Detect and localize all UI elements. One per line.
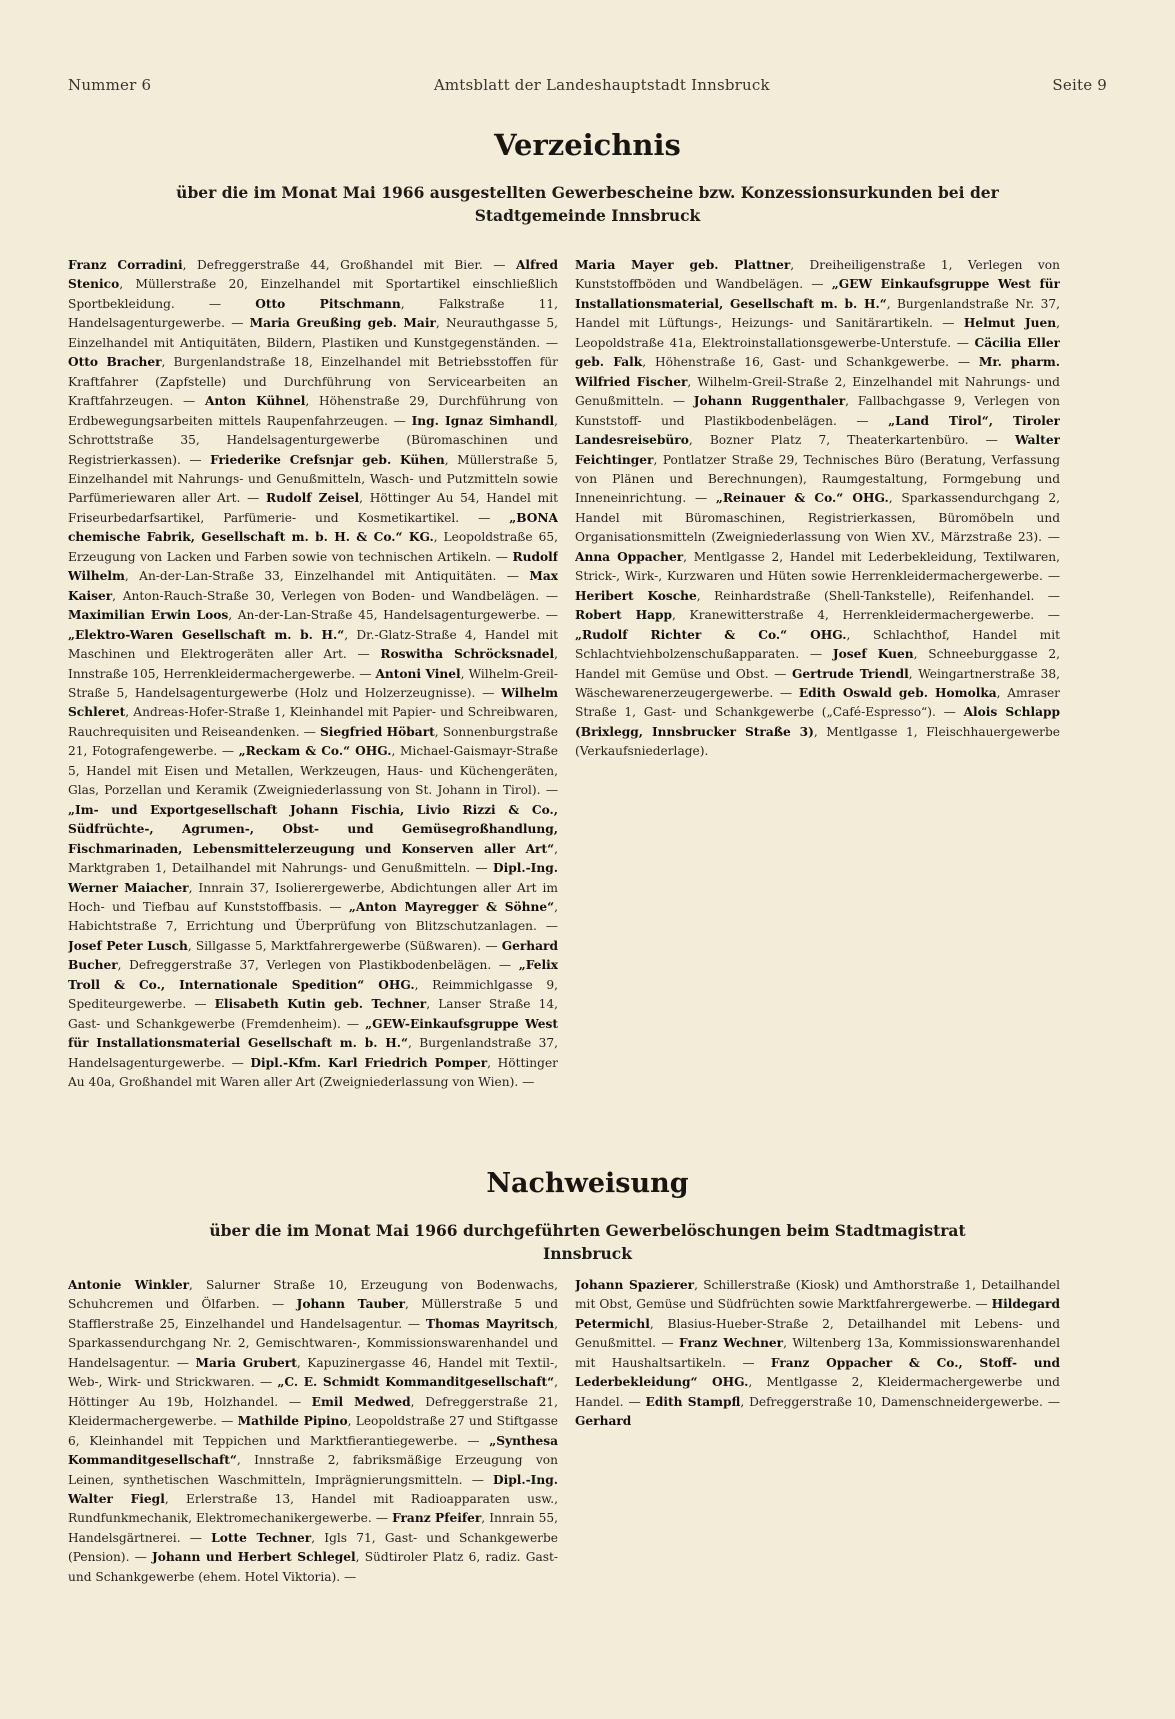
publication-title: Amtsblatt der Landeshauptstadt Innsbruck bbox=[433, 76, 770, 94]
entry-name: Johann Spazierer bbox=[575, 1278, 695, 1292]
entry: Otto Pitschmann, Falkstraße 11, Handelsagenturgewerbe. — bbox=[68, 296, 558, 331]
entry-name: Rudolf Zeisel bbox=[265, 491, 360, 506]
entry-text: , Müllerstraße 20, Einzelhandel mit Sportartikel einschließlich Sportbekleidung. bbox=[68, 277, 558, 311]
entry: Josef Kuen, Schneeburggasse 2, Handel mit Gemüse und Obst. — bbox=[575, 647, 1060, 681]
entry-name: Lotte Techner bbox=[211, 1530, 312, 1545]
entry-text: , Anton-Rauch-Straße 30, Verlegen von Boden- und Wandbelägen. bbox=[112, 588, 540, 603]
entry-name: Wilhelm Schleret bbox=[68, 685, 558, 720]
entry-text: , Igls 71, Gast- und Schankgewerbe (Pension). bbox=[68, 1530, 558, 1565]
entry-text: , Sillgasse 5, Marktfahrergewerbe (Süßwaren). bbox=[187, 938, 482, 953]
entry: Mr. pharm. Wilfried Fischer, Wilhelm-Greil-Straße 2, Einzelhandel mit Nahrungs- und Genußmitteln. — bbox=[575, 355, 1060, 409]
entry-text: , Innrain 37, Isolierergewerbe, Abdichtungen aller Art im Hoch- und Tiefbau auf Kunststoffbasis. bbox=[68, 880, 558, 914]
entry-text: , Sonnenburgstraße 21, Fotografengewerbe. bbox=[68, 724, 558, 759]
entry-text: , An-der-Lan-Straße 45, Handelsagenturgewerbe. bbox=[228, 608, 541, 623]
entry-name: „Anton Mayregger & Söhne“ bbox=[348, 899, 555, 914]
entry: „Reinauer & Co.“ OHG., Sparkassendurchgang 2, Handel mit Büromaschinen, Registrierkassen, Büromöbeln und Organisationsmitteln (Zweigniederlassung von Wien XV., Märzstraße 23). — bbox=[575, 491, 1060, 545]
section2-subtitle: über die im Monat Mai 1966 durchgeführten Gewerbelöschungen beim Stadtmagistrat Innsbruck bbox=[209, 1221, 966, 1263]
entry: Wilhelm Schleret, Andreas-Hofer-Straße 1, Kleinhandel mit Papier- und Schreibwaren, Rauchrequisiten und Reiseandenken. — bbox=[68, 685, 558, 739]
entry-name: Franz Corradini bbox=[68, 258, 183, 272]
entry-text: , Reinhardstraße (Shell-Tankstelle), Reifenhandel. bbox=[696, 588, 1035, 603]
entry-text: , Höttinger Au 19b, Holzhandel. bbox=[68, 1375, 558, 1409]
entry-name: „Felix Troll & Co., Internationale Spedition“ OHG. bbox=[68, 958, 558, 992]
section1-column-left bbox=[68, 256, 558, 1111]
entry-text: , Dr.-Glatz-Straße 4, Handel mit Maschinen und Elektrogeräten aller Art. bbox=[68, 627, 558, 662]
entry-name: „Synthesa Kommanditgesellschaft“ bbox=[68, 1433, 558, 1468]
entry: Rudolf Wilhelm, An-der-Lan-Straße 33, Einzelhandel mit Antiquitäten. — bbox=[68, 549, 558, 584]
entry: Antoni Vinel, Wilhelm-Greil-Straße 5, Handelsagenturgewerbe (Holz und Holzerzeugnisse). — bbox=[68, 666, 558, 700]
entry-text: , Kranewitterstraße 4, Herrenkleidermachergewerbe. bbox=[672, 608, 1035, 623]
entry: Maria Grubert, Kapuzinergasse 46, Handel mit Textil-, Web-, Wirk- und Strickwaren. — bbox=[68, 1355, 558, 1390]
entry: Lotte Techner, Igls 71, Gast- und Schankgewerbe (Pension). — bbox=[68, 1530, 558, 1565]
entry-name: Emil Medwed bbox=[311, 1394, 411, 1409]
entry-name: Heribert Kosche bbox=[575, 588, 697, 603]
entry-name: Gerhard Bucher bbox=[68, 938, 558, 973]
entry-text: , Schlachthof, Handel mit Schlachtviehbolzenschußapparaten. bbox=[575, 627, 1060, 662]
entry-name: Mr. pharm. Wilfried Fischer bbox=[575, 355, 1060, 389]
entry-text: , Höttinger Au 40a, Großhandel mit Waren aller Art (Zweigniederlassung von Wien). bbox=[68, 1055, 558, 1090]
entry: „Synthesa Kommanditgesellschaft“, Innstraße 2, fabriksmäßige Erzeugung von Leinen, synthetischen Waschmitteln, Imprägnierungsmitteln. — bbox=[68, 1433, 558, 1487]
entry: Heribert Kosche, Reinhardstraße (Shell-Tankstelle), Reifenhandel. — bbox=[575, 588, 1060, 603]
entry-text: , Burgenlandstraße 18, Einzelhandel mit Betriebsstoffen für Kraftfahrer (Zapfstelle) und Durchführung von Servicearbeiten an Kraftfahrzeugen. bbox=[68, 355, 558, 409]
issue-number: Nummer 6 bbox=[68, 76, 152, 94]
entry-name: Maria Mayer geb. Plattner bbox=[575, 258, 791, 272]
section2-title: Nachweisung bbox=[486, 1168, 689, 1199]
entry: „GEW-Einkaufsgruppe West für Installationsmaterial Gesellschaft m. b. H.“, Burgenlandstraße 37, Handelsagenturgewerbe. — bbox=[68, 1016, 558, 1070]
entry-name: Rudolf Wilhelm bbox=[68, 549, 558, 584]
section1-column-right bbox=[575, 256, 1060, 1111]
entry: Josef Peter Lusch, Sillgasse 5, Marktfahrergewerbe (Süßwaren). — bbox=[68, 938, 502, 953]
entry: Franz Pfeifer, Innrain 55, Handelsgärtnerei. — bbox=[68, 1511, 558, 1545]
entry-name: „GEW-Einkaufsgruppe West für Installationsmaterial Gesellschaft m. b. H.“ bbox=[68, 1016, 558, 1051]
entry: Maria Greußing geb. Mair, Neurauthgasse 5, Einzelhandel mit Antiquitäten, Bildern, Plastiken und Kunstgegenständen. — bbox=[68, 316, 558, 350]
entry-text: , Burgenlandstraße 37, Handelsagenturgewerbe. bbox=[68, 1036, 558, 1070]
entry-name: Elisabeth Kutin geb. Techner bbox=[214, 997, 427, 1012]
entry-name: Johann Ruggenthaler bbox=[693, 394, 846, 409]
entry-text: , Höhenstraße 29, Durchführung von Erdbewegungsarbeiten mittels Raupenfahrzeugen. bbox=[68, 394, 558, 428]
entry-text: , Andreas-Hofer-Straße 1, Kleinhandel mit Papier- und Schreibwaren, Rauchrequisiten und Reiseandenken. bbox=[68, 705, 558, 739]
entry-text: , Innstraße 105, Herrenkleidermachergewerbe. bbox=[68, 647, 558, 681]
entry: Antonie Winkler, Salurner Straße 10, Erzeugung von Bodenwachs, Schuhcremen und Ölfarben. — bbox=[68, 1278, 558, 1312]
entry-text: , Südtiroler Platz 6, radiz. Gast- und Schankgewerbe (ehem. Hotel Viktoria). bbox=[68, 1550, 558, 1584]
entry: Dipl.-Kfm. Karl Friedrich Pomper, Höttinger Au 40a, Großhandel mit Waren aller Art (Zweigniederlassung von Wien). — bbox=[68, 1055, 558, 1090]
entry: Maximilian Erwin Loos, An-der-Lan-Straße 45, Handelsagenturgewerbe. — bbox=[68, 608, 558, 623]
section1-title: Verzeichnis bbox=[494, 128, 681, 162]
entry-text: , Schillerstraße (Kiosk) und Amthorstraße 1, Detailhandel mit Obst, Gemüse und Südfrüchten sowie Marktfahrergewerbe. bbox=[575, 1278, 1060, 1312]
entry-name: „Im- und Exportgesellschaft Johann Fischia, Livio Rizzi & Co., Südfrüchte-, Agrumen-, Obst- und Gemüsegroßhandlung, Fischmarinaden, Lebensmittelerzeugung und Konserven aller Art“ bbox=[68, 802, 558, 856]
entry: Gertrude Triendl, Weingartnerstraße 38, Wäschewarenerzeugergewerbe. — bbox=[575, 666, 1060, 700]
entry-name: Roswitha Schröcksnadel bbox=[380, 647, 555, 662]
entry-name: Josef Kuen bbox=[832, 647, 914, 662]
entry-text: , Schneeburggasse 2, Handel mit Gemüse und Obst. bbox=[575, 647, 1060, 681]
entry-name: Thomas Mayritsch bbox=[425, 1316, 555, 1331]
entry-text: , Defreggerstraße 10, Damenschneidergewerbe. bbox=[740, 1394, 1043, 1409]
entry: Helmut Juen, Leopoldstraße 41a, Elektroinstallationsgewerbe-Unterstufe. — bbox=[575, 316, 1060, 350]
entry-text: , Mentlgasse 2, Handel mit Lederbekleidung, Textilwaren, Strick-, Wirk-, Kurzwaren und Hüten sowie Herrenkleidermachergewerbe. bbox=[575, 549, 1060, 584]
entry-name: Johann und Herbert Schlegel bbox=[152, 1550, 356, 1565]
entry-name: Otto Bracher bbox=[68, 355, 162, 370]
entry-name: Edith Oswald geb. Homolka bbox=[798, 685, 997, 700]
entry-text: , Erlerstraße 13, Handel mit Radioapparaten usw., Rundfunkmechanik, Elektromechanikergewerbe. bbox=[68, 1491, 558, 1526]
entry: Edith Stampfl, Defreggerstraße 10, Damenschneidergewerbe. — bbox=[645, 1394, 1060, 1409]
entry: Max Kaiser, Anton-Rauch-Straße 30, Verlegen von Boden- und Wandbelägen. — bbox=[68, 569, 558, 603]
section1-subtitle: über die im Monat Mai 1966 ausgestellten Gewerbescheine bzw. Konzessionsurkunden bei der Stadtgemeinde Innsbruck bbox=[176, 183, 999, 225]
entry-text: , Burgenlandstraße Nr. 37, Handel mit Lüftungs-, Heizungs- und Sanitärartikeln. bbox=[575, 296, 1060, 331]
entry: Emil Medwed, Defreggerstraße 21, Kleidermachergewerbe. — bbox=[68, 1394, 558, 1429]
entry: „C. E. Schmidt Kommanditgesellschaft“, Höttinger Au 19b, Holzhandel. — bbox=[68, 1375, 558, 1409]
entry-name: Hildegard Petermichl bbox=[575, 1297, 1060, 1331]
entry-text: , Leopoldstraße 41a, Elektroinstallationsgewerbe-Unterstufe. bbox=[575, 316, 1060, 350]
entry-name: Maria Greußing geb. Mair bbox=[249, 316, 436, 331]
entry: Otto Bracher, Burgenlandstraße 18, Einzelhandel mit Betriebsstoffen für Kraftfahrer (Zapfstelle) und Durchführung von Servicearbeiten an Kraftfahrzeugen. — bbox=[68, 355, 558, 409]
entry: Alfred Stenico, Müllerstraße 20, Einzelhandel mit Sportartikel einschließlich Sportbekleidung. — bbox=[68, 258, 558, 311]
entry-name: „Land Tirol“, Tiroler Landesreisebüro bbox=[575, 413, 1060, 448]
entry-name: „GEW Einkaufsgruppe West für Installationsmaterial, Gesellschaft m. b. H.“ bbox=[575, 277, 1060, 311]
entry-text: , Defreggerstraße 44, Großhandel mit Bier. bbox=[182, 258, 483, 272]
entry-name: Robert Happ bbox=[575, 608, 673, 623]
section2-column-left bbox=[68, 1276, 558, 1606]
entry-name: Johann Tauber bbox=[296, 1297, 406, 1312]
entry-name: Max Kaiser bbox=[68, 569, 558, 603]
entry-name: Dipl.-Ing. Werner Maiacher bbox=[68, 861, 558, 895]
entry bbox=[575, 1414, 631, 1428]
entry-text: , Innrain 55, Handelsgärtnerei. bbox=[68, 1511, 558, 1545]
entry: „Im- und Exportgesellschaft Johann Fischia, Livio Rizzi & Co., Südfrüchte-, Agrumen-, Obst- und Gemüsegroßhandlung, Fischmarinaden, Lebensmittelerzeugung und Konserven aller Art“, Marktgraben 1, Detailhandel mit Nahrungs- und Genußmitteln. — bbox=[68, 802, 558, 876]
entry-text: , Fallbachgasse 9, Verlegen von Kunststoff- und Plastikbodenbelägen. bbox=[575, 394, 1060, 428]
entry-name: Walter Feichtinger bbox=[575, 433, 1060, 467]
entry: Dipl.-Ing. Werner Maiacher, Innrain 37, Isolierergewerbe, Abdichtungen aller Art im Hoch- und Tiefbau auf Kunststoffbasis. — bbox=[68, 861, 558, 914]
entry-text: , Sparkassendurchgang 2, Handel mit Büromaschinen, Registrierkassen, Büromöbeln und Organisationsmitteln (Zweigniederlassung von Wien XV., Märzstraße 23). bbox=[575, 491, 1060, 545]
entry: Anna Oppacher, Mentlgasse 2, Handel mit Lederbekleidung, Textilwaren, Strick-, Wirk-, Kurzwaren und Hüten sowie Herrenkleidermachergewerbe. — bbox=[575, 549, 1060, 584]
entry: Gerhard Bucher, Defreggerstraße 37, Verlegen von Plastikbodenbelägen. — bbox=[68, 938, 558, 973]
entry: Hildegard Petermichl, Blasius-Hueber-Straße 2, Detailhandel mit Lebens- und Genußmittel. — bbox=[575, 1297, 1060, 1351]
entry: „Elektro-Waren Gesellschaft m. b. H.“, Dr.-Glatz-Straße 4, Handel mit Maschinen und Elektrogeräten aller Art. — bbox=[68, 627, 558, 662]
entry-text: , Blasius-Hueber-Straße 2, Detailhandel mit Lebens- und Genußmittel. bbox=[575, 1316, 1060, 1351]
entry: Roswitha Schröcksnadel, Innstraße 105, Herrenkleidermachergewerbe. — bbox=[68, 647, 558, 681]
entry-name: Anton Kühnel bbox=[205, 394, 306, 409]
entry-text: , Habichtstraße 7, Errichtung und Überprüfung von Blitzschutzanlagen. bbox=[68, 899, 558, 934]
entry: „BONA chemische Fabrik, Gesellschaft m. b. H. & Co.“ KG., Leopoldstraße 65, Erzeugung von Lacken und Farben sowie von technischen Artikeln. — bbox=[68, 510, 558, 564]
entry-text: , Falkstraße 11, Handelsagenturgewerbe. bbox=[68, 296, 558, 331]
entry-name: Alois Schlapp (Brixlegg, Innsbrucker Straße 3) bbox=[575, 705, 1060, 739]
entry-text: , Leopoldstraße 27 und Stiftgasse 6, Kleinhandel mit Teppichen und Marktfierantiegewerbe. bbox=[68, 1414, 558, 1448]
entry: Mathilde Pipino, Leopoldstraße 27 und Stiftgasse 6, Kleinhandel mit Teppichen und Marktfierantiegewerbe. — bbox=[68, 1414, 558, 1448]
entry-text: , Michael-Gaismayr-Straße 5, Handel mit Eisen und Metallen, Werkzeugen, Haus- und Küchengeräten, Glas, Porzellan und Keramik (Zweigniederlassung von St. Johann in Tirol). bbox=[68, 744, 558, 798]
entry-name: Alfred Stenico bbox=[68, 258, 558, 292]
entry: Maria Mayer geb. Plattner, Dreiheiligenstraße 1, Verlegen von Kunststoffböden und Wandbelägen. — bbox=[575, 258, 1060, 292]
entry-name: Franz Pfeifer bbox=[392, 1511, 482, 1526]
entry: Johann Tauber, Müllerstraße 5 und Stafflerstraße 25, Einzelhandel und Handelsagentur. — bbox=[68, 1297, 558, 1331]
entry: Robert Happ, Kranewitterstraße 4, Herrenkleidermachergewerbe. — bbox=[575, 608, 1060, 623]
entry: „Reckam & Co.“ OHG., Michael-Gaismayr-Straße 5, Handel mit Eisen und Metallen, Werkzeugen, Haus- und Küchengeräten, Glas, Porzellan und Keramik (Zweigniederlassung von St. Johann in Tirol). — bbox=[68, 744, 558, 798]
entry-name: „Rudolf Richter & Co.“ OHG. bbox=[575, 627, 847, 642]
entry: Dipl.-Ing. Walter Fiegl, Erlerstraße 13, Handel mit Radioapparaten usw., Rundfunkmechanik, Elektromechanikergewerbe. — bbox=[68, 1472, 558, 1526]
entry-name: Ing. Ignaz Simhandl bbox=[411, 413, 555, 428]
entry: Thomas Mayritsch, Sparkassendurchgang Nr. 2, Gemischtwaren-, Kommissionswarenhandel und Handelsagentur. — bbox=[68, 1316, 558, 1370]
entry-text: , Weingartnerstraße 38, Wäschewarenerzeugergewerbe. bbox=[575, 666, 1060, 700]
entry-text: , Schrottstraße 35, Handelsagenturgewerbe (Büromaschinen und Registrierkassen). bbox=[68, 413, 558, 467]
entry-text: , Wilhelm-Greil-Straße 2, Einzelhandel mit Nahrungs- und Genußmitteln. bbox=[575, 374, 1060, 409]
entry-name: Edith Stampfl bbox=[645, 1394, 741, 1409]
entry: „Rudolf Richter & Co.“ OHG., Schlachthof, Handel mit Schlachtviehbolzenschußapparaten. — bbox=[575, 627, 1060, 662]
entry-text: , Salurner Straße 10, Erzeugung von Bodenwachs, Schuhcremen und Ölfarben. bbox=[68, 1278, 558, 1312]
entry-text: , Marktgraben 1, Detailhandel mit Nahrungs- und Genußmitteln. bbox=[68, 841, 558, 876]
entry-text: , Leopoldstraße 65, Erzeugung von Lacken und Farben sowie von technischen Artikeln. bbox=[68, 530, 558, 564]
entry-name: Josef Peter Lusch bbox=[68, 938, 188, 953]
entry-name: Antonie Winkler bbox=[68, 1278, 190, 1292]
entry-name: Mathilde Pipino bbox=[237, 1414, 348, 1429]
entry-text: , Kapuzinergasse 46, Handel mit Textil-, Web-, Wirk- und Strickwaren. bbox=[68, 1355, 558, 1390]
entry: Franz Wechner, Wiltenberg 13a, Kommissionswarenhandel mit Haushaltsartikeln. — bbox=[575, 1336, 1060, 1370]
entry-name: „BONA chemische Fabrik, Gesellschaft m. b. H. & Co.“ KG. bbox=[68, 510, 558, 545]
entry-name: Dipl.-Kfm. Karl Friedrich Pomper bbox=[250, 1055, 488, 1070]
entry-name: „Reinauer & Co.“ OHG. bbox=[715, 491, 889, 506]
entry-name: Gertrude Triendl bbox=[792, 666, 909, 681]
entry: Franz Oppacher & Co., Stoff- und Lederbekleidung“ OHG., Mentlgasse 2, Kleidermachergewerbe und Handel. — bbox=[575, 1355, 1060, 1409]
entry: „Land Tirol“, Tiroler Landesreisebüro, Bozner Platz 7, Theaterkartenbüro. — bbox=[575, 413, 1060, 448]
entry-text: , Reimmichlgasse 9, Spediteurgewerbe. bbox=[68, 977, 558, 1012]
entry: Siegfried Höbart, Sonnenburgstraße 21, Fotografengewerbe. — bbox=[68, 724, 558, 759]
entry: Johann Ruggenthaler, Fallbachgasse 9, Verlegen von Kunststoff- und Plastikbodenbelägen. — bbox=[575, 394, 1060, 428]
entry: „Felix Troll & Co., Internationale Spedition“ OHG., Reimmichlgasse 9, Spediteurgewerbe. — bbox=[68, 958, 558, 1012]
entry-text: , Defreggerstraße 37, Verlegen von Plastikbodenbelägen. bbox=[117, 958, 492, 973]
entry-text: , Wilhelm-Greil-Straße 5, Handelsagenturgewerbe (Holz und Holzerzeugnisse). bbox=[68, 666, 558, 700]
entry-name: Franz Wechner bbox=[679, 1336, 784, 1351]
entry-text: , Dreiheiligenstraße 1, Verlegen von Kunststoffböden und Wandbelägen. bbox=[575, 258, 1060, 292]
entry-name: Maria Grubert bbox=[195, 1355, 297, 1370]
entry-name: Siegfried Höbart bbox=[319, 724, 435, 739]
entry-text: , Mentlgasse 1, Fleischhauergewerbe (Verkaufsniederlage). bbox=[575, 724, 1060, 759]
entry-text: , Innstraße 2, fabriksmäßige Erzeugung von Leinen, synthetischen Waschmitteln, Imprägnierungsmitteln. bbox=[68, 1453, 558, 1487]
entry-name: Dipl.-Ing. Walter Fiegl bbox=[68, 1472, 558, 1506]
entry-text: , Wiltenberg 13a, Kommissionswarenhandel mit Haushaltsartikeln. bbox=[575, 1336, 1060, 1370]
entry: „GEW Einkaufsgruppe West für Installationsmaterial, Gesellschaft m. b. H.“, Burgenlandstraße Nr. 37, Handel mit Lüftungs-, Heizungs- und Sanitärartikeln. — bbox=[575, 277, 1060, 331]
entry: Franz Corradini, Defreggerstraße 44, Großhandel mit Bier. — bbox=[68, 258, 516, 272]
entry-text: , Pontlatzer Straße 29, Technisches Büro (Beratung, Verfassung von Plänen und Berechnungen), Raumgestaltung, Formgebung und Inneneinrichtung. bbox=[575, 452, 1060, 506]
entry-text: , Höttinger Au 54, Handel mit Friseurbedarfsartikel, Parfümerie- und Kosmetikartikel. bbox=[68, 491, 558, 525]
entry-name: Helmut Juen bbox=[963, 316, 1057, 331]
entry: Anton Kühnel, Höhenstraße 29, Durchführung von Erdbewegungsarbeiten mittels Raupenfahrzeugen. — bbox=[68, 394, 558, 428]
page-number: Seite 9 bbox=[1052, 76, 1107, 94]
entry-text: , Mentlgasse 2, Kleidermachergewerbe und Handel. bbox=[575, 1375, 1060, 1409]
entry: Johann und Herbert Schlegel, Südtiroler Platz 6, radiz. Gast- und Schankgewerbe (ehem. Hotel Viktoria). — bbox=[68, 1550, 558, 1584]
entry: Friederike Crefsnjar geb. Kühen, Müllerstraße 5, Einzelhandel mit Nahrungs- und Genußmitteln, Wasch- und Putzmitteln sowie Parfümeriewaren aller Art. — bbox=[68, 452, 558, 506]
entry: Cäcilia Eller geb. Falk, Höhenstraße 16, Gast- und Schankgewerbe. — bbox=[575, 335, 1060, 370]
entry-text: , An-der-Lan-Straße 33, Einzelhandel mit Antiquitäten. bbox=[124, 569, 497, 584]
entry-text: , Defreggerstraße 21, Kleidermachergewerbe. bbox=[68, 1394, 558, 1429]
entry-text: , Müllerstraße 5 und Stafflerstraße 25, Einzelhandel und Handelsagentur. bbox=[68, 1297, 558, 1331]
entry-text: , Bozner Platz 7, Theaterkartenbüro. bbox=[688, 433, 969, 448]
page-header bbox=[68, 76, 1107, 94]
entry-text: , Neurauthgasse 5, Einzelhandel mit Antiquitäten, Bildern, Plastiken und Kunstgegenständen. bbox=[68, 316, 558, 350]
entry: Ing. Ignaz Simhandl, Schrottstraße 35, Handelsagenturgewerbe (Büromaschinen und Registrierkassen). — bbox=[68, 413, 558, 467]
entry-name: Gerhard bbox=[575, 1414, 632, 1429]
entry-name: „Reckam & Co.“ OHG. bbox=[238, 744, 392, 759]
entry-text: , Amraser Straße 1, Gast- und Schankgewerbe („Café-Espresso“). bbox=[575, 685, 1060, 720]
entry-name: Otto Pitschmann bbox=[255, 296, 401, 311]
entry-name: Anna Oppacher bbox=[575, 549, 684, 564]
entry: Rudolf Zeisel, Höttinger Au 54, Handel mit Friseurbedarfsartikel, Parfümerie- und Kosmetikartikel. — bbox=[68, 491, 558, 525]
entry: Elisabeth Kutin geb. Techner, Lanser Straße 14, Gast- und Schankgewerbe (Fremdenheim). — bbox=[68, 997, 558, 1031]
entry-text: , Höhenstraße 16, Gast- und Schankgewerbe. bbox=[642, 355, 949, 370]
entry: „Anton Mayregger & Söhne“, Habichtstraße 7, Errichtung und Überprüfung von Blitzschutzanlagen. — bbox=[68, 899, 558, 934]
section2-column-right bbox=[575, 1276, 1060, 1606]
entry-name: „Elektro-Waren Gesellschaft m. b. H.“ bbox=[68, 627, 345, 642]
entry-name: Cäcilia Eller geb. Falk bbox=[575, 335, 1060, 370]
entry: Johann Spazierer, Schillerstraße (Kiosk) und Amthorstraße 1, Detailhandel mit Obst, Gemüse und Südfrüchten sowie Marktfahrergewerbe. — bbox=[575, 1278, 1060, 1312]
entry: Edith Oswald geb. Homolka, Amraser Straße 1, Gast- und Schankgewerbe („Café-Espresso“). — bbox=[575, 685, 1060, 720]
entry-text: , Sparkassendurchgang Nr. 2, Gemischtwaren-, Kommissionswarenhandel und Handelsagentur. bbox=[68, 1316, 558, 1370]
entry-name: Maximilian Erwin Loos bbox=[68, 608, 229, 623]
entry-name: Friederike Crefsnjar geb. Kühen bbox=[210, 452, 445, 467]
entry-name: Antoni Vinel bbox=[375, 666, 461, 681]
entry-name: Franz Oppacher & Co., Stoff- und Lederbekleidung“ OHG. bbox=[575, 1355, 1060, 1390]
entry-text: , Lanser Straße 14, Gast- und Schankgewerbe (Fremdenheim). bbox=[68, 997, 558, 1031]
entry-text: , Müllerstraße 5, Einzelhandel mit Nahrungs- und Genußmitteln, Wasch- und Putzmitteln sowie Parfümeriewaren aller Art. bbox=[68, 452, 558, 506]
entry-name: „C. E. Schmidt Kommanditgesellschaft“ bbox=[277, 1375, 555, 1390]
entry: Walter Feichtinger, Pontlatzer Straße 29, Technisches Büro (Beratung, Verfassung von Plänen und Berechnungen), Raumgestaltung, Formgebung und Inneneinrichtung. — bbox=[575, 433, 1060, 506]
